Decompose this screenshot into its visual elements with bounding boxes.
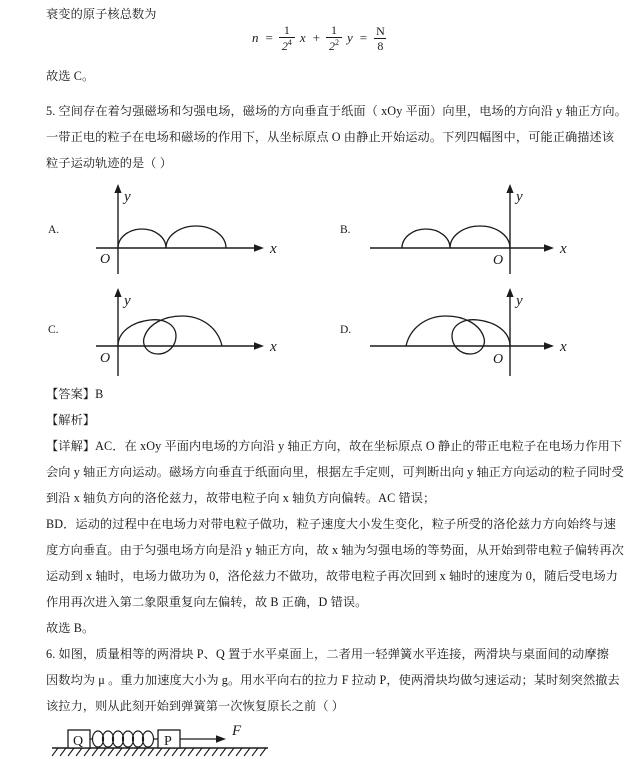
option-b-label: B. bbox=[340, 224, 351, 236]
question-6-line-1: 6. 如图，质量相等的两滑块 P、Q 置于水平桌面上，二者用一轻弹簧水平连接，两滑块与桌面间的动摩擦 bbox=[46, 647, 609, 661]
equation-decay-total bbox=[250, 24, 389, 52]
question-6-line-2: 因数均为 μ 。重力加速度大小为 g。用水平向右的拉力 F 拉动 P，使两滑块均做匀速运动；某时刻突然撤去 bbox=[46, 673, 620, 687]
equation-equals-2: = bbox=[359, 30, 368, 45]
option-c[interactable] bbox=[48, 288, 338, 384]
spring-block-figure bbox=[46, 718, 296, 765]
question-5-line-3: 粒子运动轨迹的是（ ） bbox=[46, 156, 173, 170]
fraction-denominator: $2^2$ bbox=[326, 37, 342, 52]
detail-line-4: BD．运动的过程中在电场力对带电粒子做功，粒子速度大小发生变化，粒子所受的洛伦兹力方向始终与速 bbox=[46, 517, 617, 531]
detail-line-1: 【详解】AC．在 xOy 平面内电场的方向沿 y 轴正方向，故在坐标原点 O 静止的带正电粒子在电场力作用下 bbox=[46, 439, 623, 453]
option-a-label: A. bbox=[48, 224, 60, 236]
option-b-y-label: y bbox=[516, 189, 523, 205]
fraction-one-over-two-pow-four bbox=[279, 24, 295, 52]
option-d-y-label: y bbox=[516, 293, 523, 309]
option-c-x-label: x bbox=[270, 339, 277, 355]
block-p-label: P bbox=[164, 734, 172, 749]
fraction-denominator: 8 bbox=[374, 38, 386, 52]
option-a-origin-label: O bbox=[100, 252, 111, 267]
fraction-denominator: $2^4$ bbox=[279, 37, 295, 52]
analysis-label: 【解析】 bbox=[46, 413, 96, 427]
fraction-numerator: 1 bbox=[330, 23, 337, 37]
option-c-y-label: y bbox=[124, 293, 131, 309]
exponent: 2 bbox=[334, 38, 339, 47]
option-d-diagram bbox=[360, 288, 620, 384]
spring-coils bbox=[90, 731, 158, 747]
equation-plus: + bbox=[312, 30, 320, 45]
option-d-x-label: x bbox=[560, 339, 567, 355]
paragraph-choose-b: 故选 B。 bbox=[46, 621, 95, 635]
paragraph-intro-decay: 衰变的原子核总数为 bbox=[46, 7, 157, 21]
option-b-diagram bbox=[360, 182, 620, 282]
option-c-diagram bbox=[78, 288, 328, 384]
option-d-label: D. bbox=[340, 324, 352, 336]
detail-line-7: 作用再次进入第二象限重复向左偏转，故 B 正确，D 错误。 bbox=[46, 595, 368, 609]
spring-block-diagram bbox=[46, 718, 296, 760]
option-a-diagram bbox=[78, 182, 328, 282]
detail-line-3: 到沿 x 轴负方向的洛伦兹力，故带电粒子向 x 轴负方向偏转。AC 错误； bbox=[46, 491, 436, 505]
block-q-label: Q bbox=[73, 734, 84, 749]
detail-line-6: 运动到 x 轴时，电场力做功为 0，洛伦兹力不做功，故带电粒子再次回到 x 轴时的速度为 0，随后受电场力 bbox=[46, 569, 619, 583]
question-5-line-2: 一带正电的粒子在电场和磁场的作用下，从坐标原点 O 由静止开始运动。下列四幅图中，可能正确描述该 bbox=[46, 130, 615, 144]
fraction-numerator: 1 bbox=[283, 23, 290, 37]
exponent: 4 bbox=[287, 38, 292, 47]
fraction-one-over-two-pow-two bbox=[326, 24, 342, 52]
equation-variable-y: y bbox=[346, 30, 353, 45]
option-c-label: C. bbox=[48, 324, 59, 336]
paragraph-choose-c: 故选 C。 bbox=[46, 69, 95, 83]
detail-line-2: 会向 y 轴正方向运动。磁场方向垂直于纸面向里，根据左手定则，可判断出向 y 轴正方向运动的粒子同时受 bbox=[46, 465, 624, 479]
option-a-x-label: x bbox=[270, 241, 277, 257]
question-5-line-1: 5. 空间存在着匀强磁场和匀强电场，磁场的方向垂直于纸面（ xOy 平面）向里，电场的方向沿 y 轴正方向。 bbox=[46, 104, 627, 118]
equation-equals-1: = bbox=[265, 30, 273, 45]
option-b[interactable] bbox=[340, 182, 630, 282]
option-b-origin-label: O bbox=[493, 253, 504, 268]
question-6-line-3: 该拉力，则从此刻开始到弹簧第一次恢复原长之前（ ） bbox=[46, 699, 345, 713]
option-d[interactable] bbox=[340, 288, 630, 384]
answer-label: 【答案】B bbox=[46, 387, 104, 401]
option-a-y-label: y bbox=[124, 189, 131, 205]
force-arrow-head bbox=[216, 735, 226, 743]
option-c-origin-label: O bbox=[100, 351, 111, 366]
option-a[interactable] bbox=[48, 182, 338, 282]
equation-lhs: n bbox=[252, 30, 259, 45]
option-d-origin-label: O bbox=[493, 352, 504, 367]
fraction-n-over-eight bbox=[373, 25, 388, 52]
equation-variable-x: x bbox=[299, 30, 306, 45]
force-label: F bbox=[232, 723, 242, 739]
detail-line-5: 度方向垂直。由于匀强电场方向是沿 y 轴正方向，故 x 轴为匀强电场的等势面，从开始到带电粒子偏转再次 bbox=[46, 543, 624, 557]
fraction-numerator: N bbox=[376, 23, 385, 38]
option-b-x-label: x bbox=[560, 241, 567, 257]
